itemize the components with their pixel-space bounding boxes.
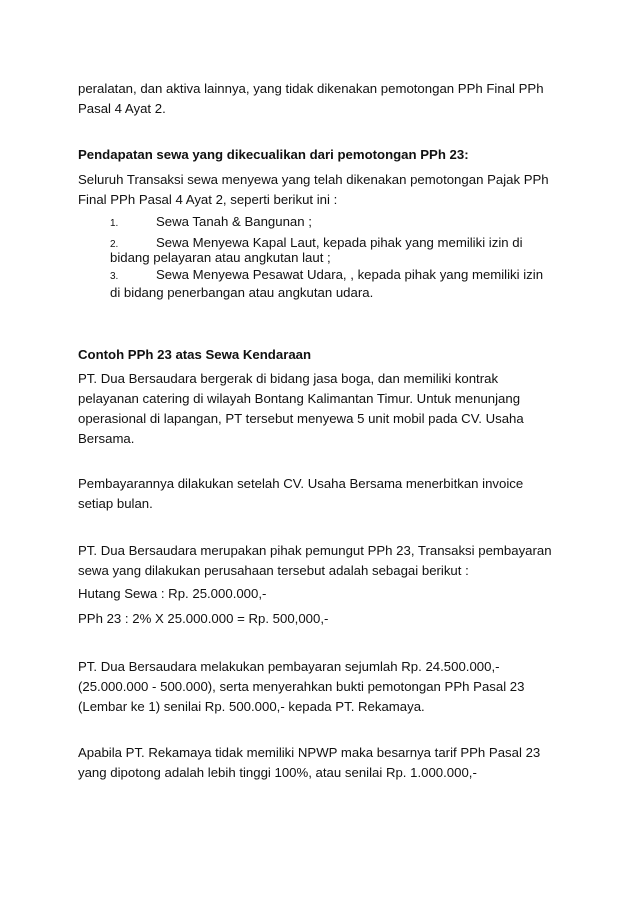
- section1-paragraph: [78, 170, 578, 210]
- section-heading: Pendapatan sewa yang dikecualikan dari pemotongan PPh 23:: [78, 147, 469, 162]
- paragraph-line: setiap bulan.: [78, 496, 153, 511]
- paragraph-line: PT. Dua Bersaudara bergerak di bidang jasa boga, dan memiliki kontrak: [78, 371, 499, 386]
- paragraph-line: operasional di lapangan, PT tersebut menyewa 5 unit mobil pada CV. Usaha: [78, 411, 524, 426]
- paragraph-line: (25.000.000 - 500.000), serta menyerahkan bukti pemotongan PPh Pasal 23: [78, 679, 525, 694]
- paragraph-line: Final PPh Pasal 4 Ayat 2, seperti berikut ini :: [78, 192, 338, 207]
- collector-paragraph: [78, 541, 578, 581]
- list-item-continuation: bidang pelayaran atau angkutan laut ;: [110, 250, 331, 265]
- paragraph-line: Seluruh Transaksi sewa menyewa yang telah dikenakan pemotongan Pajak PPh: [78, 172, 549, 187]
- intro-line: peralatan, dan aktiva lainnya, yang tidak dikenakan pemotongan PPh Final PPh: [78, 81, 544, 96]
- intro-paragraph: [78, 79, 578, 119]
- paragraph-line: Pembayarannya dilakukan setelah CV. Usaha Bersama menerbitkan invoice: [78, 476, 524, 491]
- section-heading: Contoh PPh 23 atas Sewa Kendaraan: [78, 347, 312, 362]
- list-item-continuation: di bidang penerbangan atau angkutan udara.: [110, 285, 374, 300]
- rent-debt-line: Hutang Sewa : Rp. 25.000.000,-: [78, 586, 267, 601]
- paragraph-line: yang dipotong adalah lebih tinggi 100%, atau senilai Rp. 1.000.000,-: [78, 765, 477, 780]
- example-paragraph: [78, 369, 578, 449]
- settlement-paragraph: [78, 657, 578, 717]
- list-text: Sewa Menyewa Kapal Laut, kepada pihak yang memiliki izin di: [156, 235, 523, 250]
- npwp-paragraph: [78, 743, 578, 783]
- paragraph-line: PT. Dua Bersaudara melakukan pembayaran sejumlah Rp. 24.500.000,-: [78, 659, 500, 674]
- paragraph-line: Bersama.: [78, 431, 135, 446]
- paragraph-line: Apabila PT. Rekamaya tidak memiliki NPWP maka besarnya tarif PPh Pasal 23: [78, 745, 541, 760]
- paragraph-line: PT. Dua Bersaudara merupakan pihak pemungut PPh 23, Transaksi pembayaran: [78, 543, 552, 558]
- paragraph-line: pelayanan catering di wilayah Bontang Kalimantan Timur. Untuk menunjang: [78, 391, 521, 406]
- list-text: Sewa Menyewa Pesawat Udara, , kepada pihak yang memiliki izin: [156, 267, 544, 282]
- paragraph-line: sewa yang dilakukan perusahaan tersebut adalah sebagai berikut :: [78, 563, 469, 578]
- payment-paragraph: [78, 474, 578, 514]
- list-item: [110, 212, 312, 234]
- list-number: 2.: [110, 239, 119, 250]
- intro-line: Pasal 4 Ayat 2.: [78, 101, 166, 116]
- list-number: 3.: [110, 271, 119, 282]
- list-number: 1.: [110, 218, 119, 229]
- pph-calculation-line: PPh 23 : 2% X 25.000.000 = Rp. 500,000,-: [78, 611, 329, 626]
- list-text: Sewa Tanah & Bangunan ;: [156, 214, 312, 229]
- paragraph-line: (Lembar ke 1) senilai Rp. 500.000,- kepada PT. Rekamaya.: [78, 699, 425, 714]
